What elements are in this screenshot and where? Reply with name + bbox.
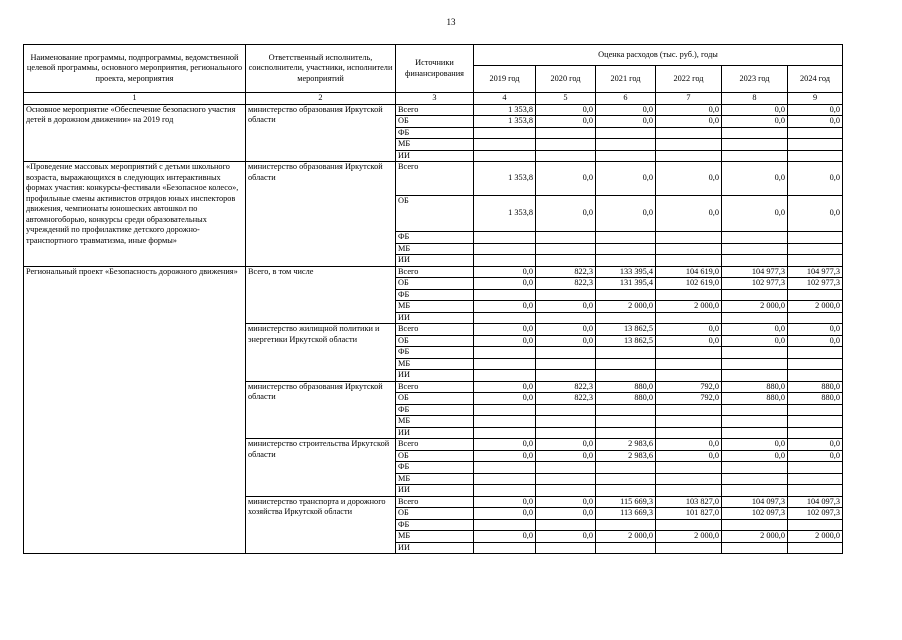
expense-value: 0,0 (536, 496, 596, 508)
expense-value: 0,0 (536, 104, 596, 116)
expense-value: 0,0 (596, 162, 656, 196)
header-row (24, 45, 843, 66)
expense-value (536, 232, 596, 244)
expense-value: 0,0 (722, 335, 788, 347)
expense-value (788, 255, 843, 267)
expense-value (656, 232, 722, 244)
expense-value (788, 485, 843, 497)
expense-value: 0,0 (788, 439, 843, 451)
expense-value (474, 416, 536, 428)
expense-value (788, 150, 843, 162)
expense-value (596, 462, 656, 474)
expense-value (788, 542, 843, 554)
expense-value: 1 353,8 (474, 116, 536, 128)
header-executor: Ответственный исполнитель, соисполнители, участники, исполнители мероприятий (246, 45, 396, 93)
expense-value: 0,0 (788, 104, 843, 116)
expense-value (722, 255, 788, 267)
funding-source: МБ (396, 473, 474, 485)
header-name: Наименование программы, подпрограммы, ведомственной целевой программы, основного мероприятия, регионального проекта, мероприятия (24, 45, 246, 93)
table-row (24, 104, 843, 116)
expense-value: 0,0 (656, 196, 722, 232)
funding-source: ОБ (396, 450, 474, 462)
expense-value (656, 473, 722, 485)
expense-value: 0,0 (788, 162, 843, 196)
expense-value: 880,0 (596, 393, 656, 405)
expense-value: 0,0 (474, 278, 536, 290)
expense-value (722, 404, 788, 416)
expense-value (656, 289, 722, 301)
expense-value: 0,0 (474, 508, 536, 520)
expense-value (536, 462, 596, 474)
expense-value (788, 232, 843, 244)
expense-value: 133 395,4 (596, 266, 656, 278)
expense-value (656, 139, 722, 151)
funding-source: ОБ (396, 393, 474, 405)
expense-value (536, 150, 596, 162)
expense-value: 0,0 (722, 450, 788, 462)
page-number: 13 (446, 17, 456, 27)
expense-value (536, 519, 596, 531)
funding-source: ИИ (396, 370, 474, 382)
expense-value: 880,0 (596, 381, 656, 393)
expense-value (722, 473, 788, 485)
table-row (24, 266, 843, 278)
expense-value (596, 312, 656, 324)
funding-source: ИИ (396, 427, 474, 439)
expense-value: 0,0 (536, 439, 596, 451)
expense-value: 0,0 (656, 439, 722, 451)
expense-value (536, 127, 596, 139)
expense-value: 2 000,0 (788, 531, 843, 543)
expense-value (656, 485, 722, 497)
expense-value: 2 000,0 (596, 301, 656, 313)
expense-value (536, 312, 596, 324)
expense-value: 113 669,3 (596, 508, 656, 520)
expense-value: 104 097,3 (722, 496, 788, 508)
expense-value: 2 000,0 (656, 301, 722, 313)
expense-value: 0,0 (722, 324, 788, 336)
expense-value: 2 000,0 (722, 301, 788, 313)
header-year: 2023 год (722, 66, 788, 93)
expense-value (474, 462, 536, 474)
expense-value (474, 150, 536, 162)
expense-value: 0,0 (788, 324, 843, 336)
expense-value: 822,3 (536, 393, 596, 405)
expense-value: 101 827,0 (656, 508, 722, 520)
expense-value: 131 395,4 (596, 278, 656, 290)
funding-source: ОБ (396, 335, 474, 347)
funding-source: ИИ (396, 150, 474, 162)
expense-value: 0,0 (474, 266, 536, 278)
expense-value: 0,0 (722, 104, 788, 116)
expense-value: 880,0 (788, 381, 843, 393)
expense-value (788, 519, 843, 531)
expense-value: 102 977,3 (788, 278, 843, 290)
executor-name: министерство образования Иркутской области (246, 162, 396, 267)
expense-value: 13 862,5 (596, 324, 656, 336)
funding-source: МБ (396, 301, 474, 313)
funding-source: Всего (396, 266, 474, 278)
column-number: 4 (474, 93, 536, 105)
expense-value: 0,0 (536, 531, 596, 543)
expense-value: 115 669,3 (596, 496, 656, 508)
activity-name: Основное мероприятие «Обеспечение безопасного участия детей в дорожном движении» на 2019 год (24, 104, 246, 162)
expense-value (788, 139, 843, 151)
expense-value (596, 427, 656, 439)
expense-value: 0,0 (596, 196, 656, 232)
funding-source: ИИ (396, 255, 474, 267)
expense-value: 0,0 (536, 196, 596, 232)
expense-value (596, 404, 656, 416)
funding-source: ФБ (396, 404, 474, 416)
expense-value: 822,3 (536, 266, 596, 278)
expense-value (596, 127, 656, 139)
funding-source: Всего (396, 439, 474, 451)
expense-value: 102 977,3 (722, 278, 788, 290)
expense-value (722, 243, 788, 255)
expense-value: 0,0 (536, 116, 596, 128)
expense-value (596, 243, 656, 255)
expense-value (722, 312, 788, 324)
table-row (24, 162, 843, 196)
expense-value: 0,0 (788, 116, 843, 128)
expense-value (474, 404, 536, 416)
expense-value: 1 353,8 (474, 196, 536, 232)
expense-value: 880,0 (722, 381, 788, 393)
expense-value (722, 289, 788, 301)
expense-value (788, 462, 843, 474)
expense-value (596, 485, 656, 497)
expense-value: 0,0 (474, 381, 536, 393)
expense-value: 2 000,0 (656, 531, 722, 543)
expense-value: 880,0 (788, 393, 843, 405)
expense-value: 0,0 (536, 324, 596, 336)
column-number: 1 (24, 93, 246, 105)
expense-value: 102 619,0 (656, 278, 722, 290)
expense-value (474, 542, 536, 554)
expense-value (474, 139, 536, 151)
expense-value: 2 000,0 (596, 531, 656, 543)
expense-value (788, 312, 843, 324)
funding-source: МБ (396, 531, 474, 543)
expense-value: 2 000,0 (722, 531, 788, 543)
expense-value (788, 243, 843, 255)
expense-value (536, 370, 596, 382)
expense-value (596, 519, 656, 531)
expense-value: 103 827,0 (656, 496, 722, 508)
expense-value: 0,0 (536, 508, 596, 520)
funding-source: Всего (396, 324, 474, 336)
expense-value (536, 347, 596, 359)
expense-value (596, 289, 656, 301)
expense-value (596, 150, 656, 162)
funding-source: ФБ (396, 289, 474, 301)
expense-value (596, 358, 656, 370)
funding-source: МБ (396, 139, 474, 151)
expense-value: 104 619,0 (656, 266, 722, 278)
funding-source: ОБ (396, 508, 474, 520)
expense-value (474, 232, 536, 244)
expense-value (474, 243, 536, 255)
expense-value (596, 542, 656, 554)
expense-value (722, 370, 788, 382)
expense-value: 104 977,3 (722, 266, 788, 278)
expense-value (722, 462, 788, 474)
column-number: 6 (596, 93, 656, 105)
expense-value: 0,0 (656, 335, 722, 347)
expense-value: 0,0 (474, 439, 536, 451)
expense-value: 0,0 (536, 450, 596, 462)
expense-value: 104 977,3 (788, 266, 843, 278)
expense-value (656, 358, 722, 370)
expense-value (474, 255, 536, 267)
expense-value (788, 289, 843, 301)
expense-value (474, 427, 536, 439)
funding-source: ОБ (396, 196, 474, 232)
expense-value: 0,0 (474, 335, 536, 347)
expense-value (722, 485, 788, 497)
expense-value: 0,0 (474, 324, 536, 336)
column-number: 3 (396, 93, 474, 105)
executor-name: министерство жилищной политики и энергетики Иркутской области (246, 324, 396, 382)
expense-value: 0,0 (656, 324, 722, 336)
expense-value: 0,0 (722, 439, 788, 451)
expense-value (656, 243, 722, 255)
executor-name: министерство образования Иркутской области (246, 104, 396, 162)
funding-source: ИИ (396, 312, 474, 324)
funding-source: ФБ (396, 127, 474, 139)
expense-value (722, 519, 788, 531)
funding-source: Всего (396, 496, 474, 508)
expense-value: 792,0 (656, 381, 722, 393)
expense-value: 0,0 (656, 450, 722, 462)
funding-source: ОБ (396, 116, 474, 128)
expense-value (656, 312, 722, 324)
funding-source: ФБ (396, 347, 474, 359)
header-estimate: Оценка расходов (тыс. руб.), годы (474, 45, 843, 66)
expense-value (656, 427, 722, 439)
expense-value (722, 427, 788, 439)
header-year: 2022 год (656, 66, 722, 93)
expense-value: 104 097,3 (788, 496, 843, 508)
expense-value: 2 983,6 (596, 450, 656, 462)
expense-value (722, 139, 788, 151)
expense-value: 792,0 (656, 393, 722, 405)
funding-source: Всего (396, 104, 474, 116)
expense-value (536, 404, 596, 416)
expense-value (596, 232, 656, 244)
expense-value: 0,0 (722, 162, 788, 196)
expense-value: 0,0 (474, 450, 536, 462)
expense-value (536, 255, 596, 267)
header-year: 2021 год (596, 66, 656, 93)
funding-source: ИИ (396, 485, 474, 497)
expense-value: 0,0 (722, 116, 788, 128)
expense-value: 822,3 (536, 278, 596, 290)
expense-value (788, 473, 843, 485)
expense-value (536, 139, 596, 151)
expense-value (722, 150, 788, 162)
expense-value: 822,3 (536, 381, 596, 393)
funding-source: ОБ (396, 278, 474, 290)
expense-value (536, 358, 596, 370)
expense-value (656, 347, 722, 359)
header-year: 2020 год (536, 66, 596, 93)
expense-value (596, 416, 656, 428)
column-numbers-row (24, 93, 843, 105)
column-number: 7 (656, 93, 722, 105)
financing-table (23, 44, 843, 554)
expense-value (656, 150, 722, 162)
expense-value (536, 485, 596, 497)
expense-value (596, 370, 656, 382)
expense-value (788, 127, 843, 139)
expense-value (722, 358, 788, 370)
expense-value: 0,0 (788, 196, 843, 232)
executor-name: министерство строительства Иркутской области (246, 439, 396, 497)
expense-value: 0,0 (722, 196, 788, 232)
expense-value: 1 353,8 (474, 162, 536, 196)
funding-source: МБ (396, 416, 474, 428)
expense-value: 0,0 (474, 301, 536, 313)
expense-value (656, 127, 722, 139)
expense-value: 0,0 (656, 104, 722, 116)
expense-value (788, 416, 843, 428)
expense-value: 0,0 (474, 496, 536, 508)
expense-value: 102 097,3 (722, 508, 788, 520)
expense-value (656, 370, 722, 382)
column-number: 9 (788, 93, 843, 105)
expense-value (474, 358, 536, 370)
expense-value: 0,0 (474, 393, 536, 405)
executor-name: министерство транспорта и дорожного хозяйства Иркутской области (246, 496, 396, 554)
executor-name: Всего, в том числе (246, 266, 396, 324)
expense-value: 0,0 (656, 162, 722, 196)
expense-value: 2 000,0 (788, 301, 843, 313)
expense-value (722, 542, 788, 554)
expense-value (536, 289, 596, 301)
expense-value (656, 255, 722, 267)
expense-value: 0,0 (474, 531, 536, 543)
expense-value (536, 243, 596, 255)
expense-value: 880,0 (722, 393, 788, 405)
funding-source: ИИ (396, 542, 474, 554)
activity-name: «Проведение массовых мероприятий с детьми школьного возраста, выражающихся в следующих интерактивных формах участия: конкурсы-фестивали «Безопасное колесо», профильные смены активистов отрядов юных инспекторов движения, чемпионаты юношеских автошкол по автомногоборью, конкурсы среди образовательных учреждений по профилактике детского дорожно-транспортного травматизма, иные формы» (24, 162, 246, 267)
expense-value (656, 519, 722, 531)
expense-value (536, 427, 596, 439)
expense-value (656, 542, 722, 554)
expense-value: 1 353,8 (474, 104, 536, 116)
expense-value (596, 347, 656, 359)
funding-source: ФБ (396, 519, 474, 531)
header-year: 2024 год (788, 66, 843, 93)
expense-value (474, 519, 536, 531)
expense-value (788, 427, 843, 439)
expense-value: 13 862,5 (596, 335, 656, 347)
expense-value: 0,0 (536, 162, 596, 196)
expense-value (536, 473, 596, 485)
expense-value: 0,0 (536, 301, 596, 313)
expense-value: 0,0 (536, 335, 596, 347)
expense-value (596, 473, 656, 485)
expense-value (596, 139, 656, 151)
expense-value: 0,0 (596, 116, 656, 128)
expense-value: 2 983,6 (596, 439, 656, 451)
expense-value (722, 127, 788, 139)
column-number: 2 (246, 93, 396, 105)
expense-value: 0,0 (788, 335, 843, 347)
funding-source: Всего (396, 381, 474, 393)
header-source: Источники финансирования (396, 45, 474, 93)
executor-name: министерство образования Иркутской области (246, 381, 396, 439)
expense-value (788, 404, 843, 416)
expense-value (656, 416, 722, 428)
column-number: 5 (536, 93, 596, 105)
expense-value (788, 347, 843, 359)
funding-source: МБ (396, 358, 474, 370)
expense-value (596, 255, 656, 267)
expense-value (536, 542, 596, 554)
expense-value (474, 127, 536, 139)
expense-value: 0,0 (788, 450, 843, 462)
expense-value (474, 485, 536, 497)
expense-value (788, 370, 843, 382)
activity-name: Региональный проект «Безопасность дорожного движения» (24, 266, 246, 554)
expense-value (474, 347, 536, 359)
expense-value (474, 289, 536, 301)
expense-value (722, 232, 788, 244)
expense-value (722, 416, 788, 428)
expense-value (474, 370, 536, 382)
header-year: 2019 год (474, 66, 536, 93)
expense-value (474, 473, 536, 485)
expense-value: 102 097,3 (788, 508, 843, 520)
funding-source: ФБ (396, 232, 474, 244)
expense-value (656, 404, 722, 416)
table-body (24, 104, 843, 554)
funding-source: Всего (396, 162, 474, 196)
expense-value: 0,0 (596, 104, 656, 116)
funding-source: ФБ (396, 462, 474, 474)
expense-value (788, 358, 843, 370)
expense-value (536, 416, 596, 428)
expense-value: 0,0 (656, 116, 722, 128)
expense-value (474, 312, 536, 324)
expense-value (656, 462, 722, 474)
expense-value (722, 347, 788, 359)
column-number: 8 (722, 93, 788, 105)
funding-source: МБ (396, 243, 474, 255)
